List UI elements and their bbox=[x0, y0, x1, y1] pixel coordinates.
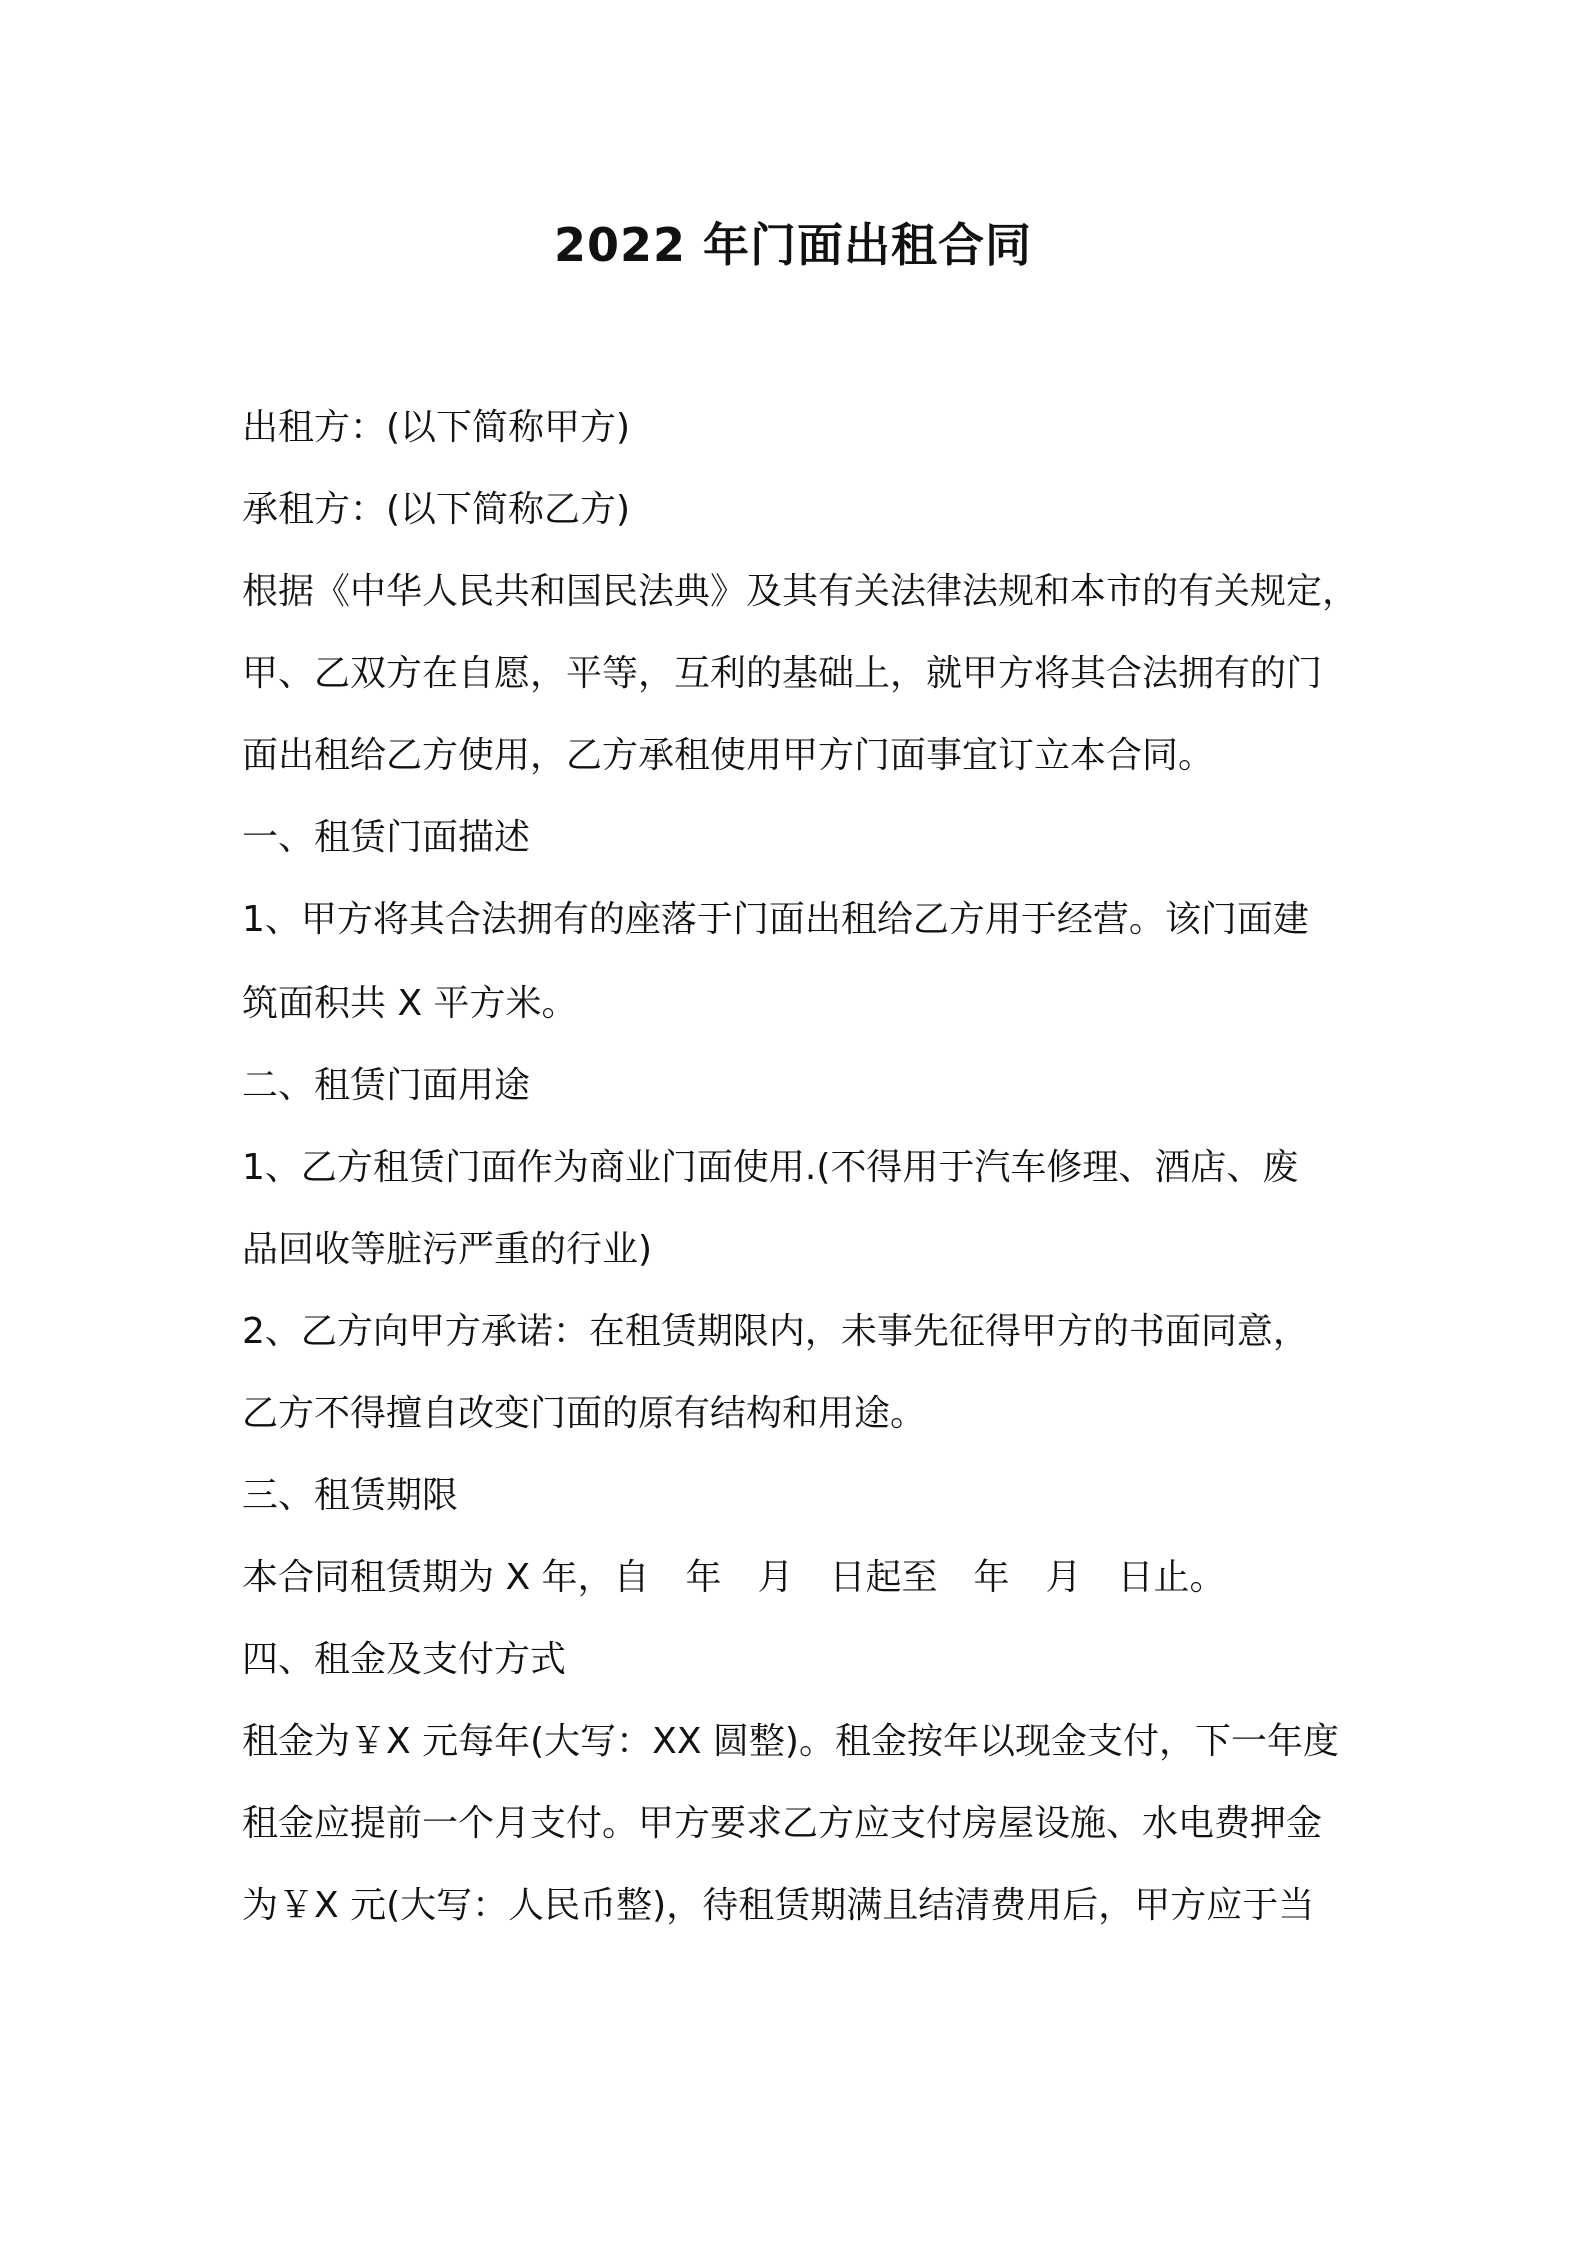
section-heading-4: 四、租金及支付方式 bbox=[242, 1639, 567, 1680]
clause-1-1-line-2: 筑面积共 X 平方米。 bbox=[242, 983, 578, 1024]
section-heading-3: 三、租赁期限 bbox=[242, 1475, 459, 1516]
section-heading-1: 一、租赁门面描述 bbox=[242, 817, 531, 858]
lessee-line: 承租方：(以下简称乙方) bbox=[242, 489, 631, 530]
rent-line-3: 为￥X 元(大写：人民币整)，待租赁期满且结清费用后，甲方应于当 bbox=[242, 1885, 1315, 1926]
preamble-line-3: 面出租给乙方使用，乙方承租使用甲方门面事宜订立本合同。 bbox=[242, 735, 1215, 776]
clause-2-2-line-2: 乙方不得擅自改变门面的原有结构和用途。 bbox=[242, 1393, 927, 1434]
clause-2-1-line-1: 1、乙方租赁门面作为商业门面使用.(不得用于汽车修理、酒店、废 bbox=[242, 1147, 1299, 1188]
term-line: 本合同租赁期为 X 年，自 年 月 日起至 年 月 日止。 bbox=[242, 1557, 1226, 1598]
contract-body bbox=[242, 404, 1362, 1964]
clause-2-1-line-2: 品回收等脏污严重的行业) bbox=[242, 1229, 653, 1270]
clause-1-1-line-1: 1、甲方将其合法拥有的座落于门面出租给乙方用于经营。该门面建 bbox=[242, 899, 1309, 940]
preamble-line-1: 根据《中华人民共和国民法典》及其有关法律法规和本市的有关规定， bbox=[242, 571, 1359, 612]
clause-2-2-line-1: 2、乙方向甲方承诺：在租赁期限内，未事先征得甲方的书面同意， bbox=[242, 1311, 1309, 1352]
document-title: 2022 年门面出租合同 bbox=[553, 218, 1033, 272]
rent-line-2: 租金应提前一个月支付。甲方要求乙方应支付房屋设施、水电费押金 bbox=[242, 1803, 1323, 1844]
section-heading-2: 二、租赁门面用途 bbox=[242, 1065, 531, 1106]
preamble-line-2: 甲、乙双方在自愿，平等，互利的基础上，就甲方将其合法拥有的门 bbox=[242, 653, 1323, 694]
rent-line-1: 租金为￥X 元每年(大写：XX 圆整)。租金按年以现金支付，下一年度 bbox=[242, 1721, 1339, 1762]
lessor-line: 出租方：(以下简称甲方) bbox=[242, 407, 631, 448]
